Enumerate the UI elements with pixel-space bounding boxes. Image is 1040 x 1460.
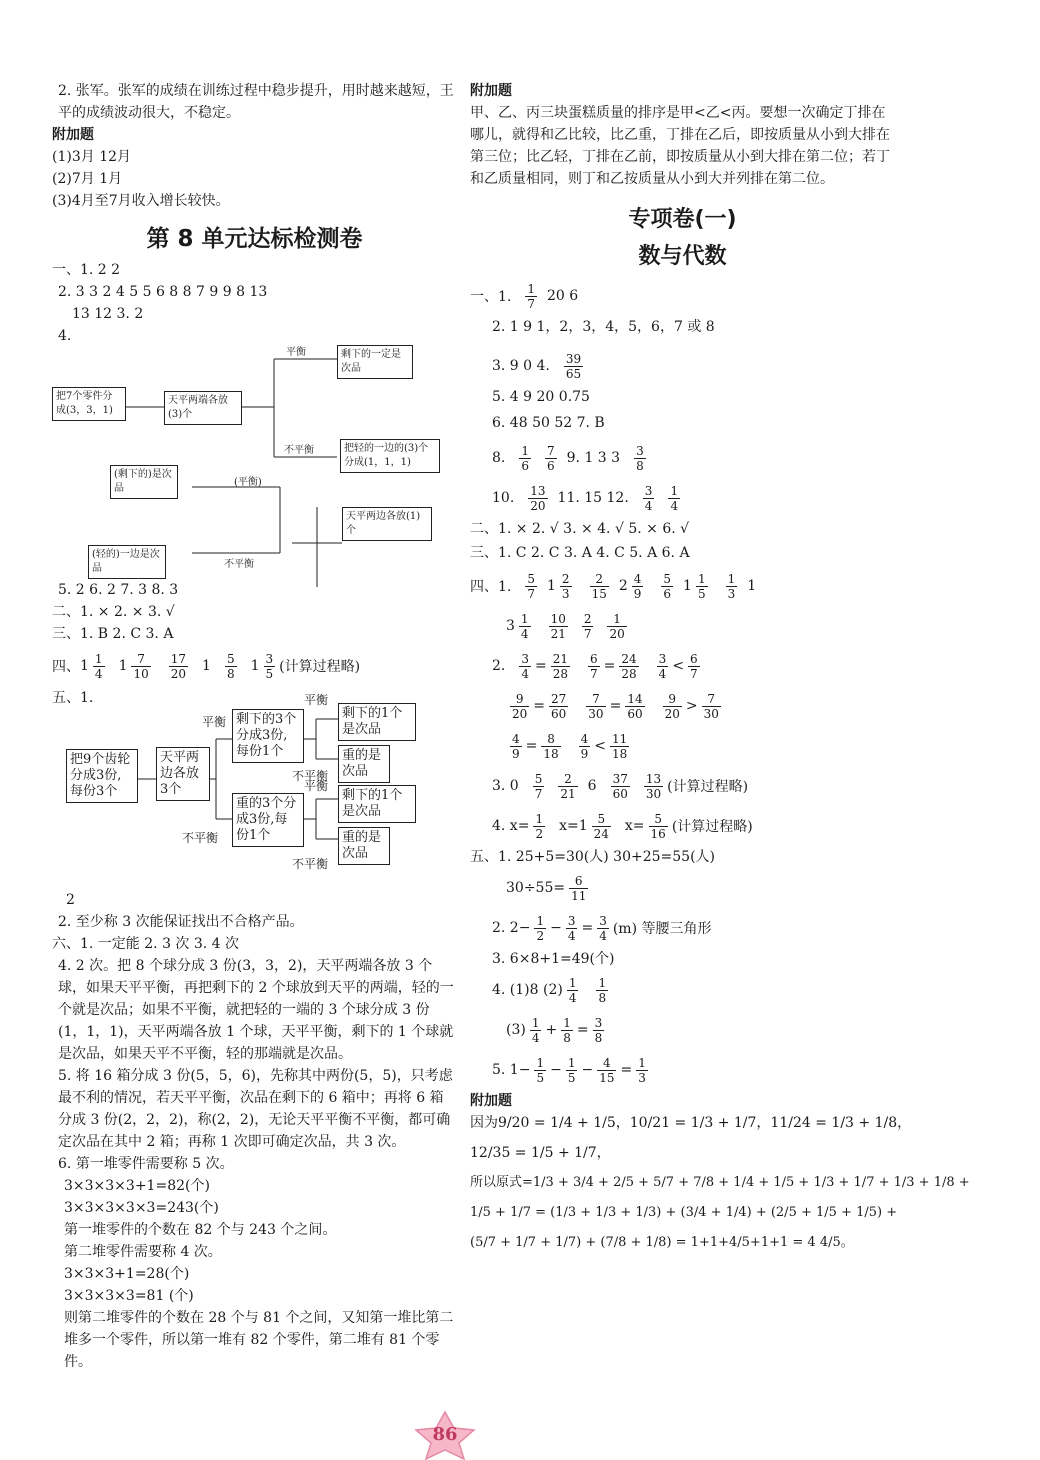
extra-line-1: (1)3月 12月 (52, 149, 132, 165)
w1: 五、1. 25+5=30(人) 30+25=55(人) (470, 849, 716, 865)
after-c4: 第二堆零件需要称 4 次。 (64, 1244, 222, 1260)
flow2-balance-b: 平衡 (304, 779, 329, 793)
flow2-heavy3a: 重的3个分成3份,每份1个 (232, 793, 304, 847)
s4-item-1: 1 $\frac{1}{4}$ (80, 651, 103, 681)
flow2-heavier-a: 重的是次品 (338, 745, 390, 783)
r5: 6. 48 50 52 7. B (492, 415, 605, 431)
j2: 二、1. × 2. √ 3. × 4. √ 5. × 6. √ (470, 521, 690, 537)
r2: 2. 1 9 1，2，3，4，5，6，7 或 8 (492, 319, 715, 335)
r3: 3. 9 0 4. $\frac{39}{65}$ (492, 351, 582, 381)
flow2-scale: 天平两边各放3个 (156, 747, 210, 801)
flow1-light-defect: (轻的)一边是次品 (88, 545, 166, 579)
flow2-unbalance-a: 不平衡 (292, 769, 329, 783)
r7: 10. $\frac{13}{20}$ 11. 15 12. $\frac{3}{4}$ $\frac{1}{4}$ (492, 483, 679, 513)
after-c5: 3×3×3+1=28(个) (64, 1266, 190, 1282)
after-c1: 3×3×3×3+1=82(个) (64, 1178, 210, 1194)
s4-item-3: $\frac{17}{20}$ (170, 651, 187, 681)
after-c7: 则第二堆零件的个数在 28 个与 81 个之间，又知第一堆比第二堆多一个零件，所以第一堆有 82 个零件，第二堆有 81 个零件。 (64, 1310, 454, 1370)
q4x-row: 4. x= $\frac{1}{2}$ x=1 $\frac{5}{24}$ x= $\frac{5}{16}$ (计算过程略) (492, 811, 753, 841)
s4-row (52, 645, 457, 687)
eq4-line: 1/5 + 1/7 = (1/3 + 1/3 + 1/3) + (3/4 + 1/4) + (2/5 + 1/5 + 1/5) + (470, 1205, 898, 1220)
flow2-balance-a: 平衡 (304, 693, 329, 707)
w4: 4. (1)8 (2) $\frac{1}{4}$ $\frac{1}{8}$ (492, 975, 607, 1005)
eq5-line: (5/7 + 1/7 + 1/7) + (7/8 + 1/8) = 1+1+4/5+1+1 = 4 4/5。 (470, 1235, 854, 1250)
flow2-start: 把9个齿轮分成3份,每份3个 (66, 749, 138, 803)
answer-q2: 2. 张军。张军的成绩在训练过程中稳步提升，用时越来越短，王平的成绩波动很大，不稳定。 (58, 83, 454, 121)
page-number-badge (410, 1410, 480, 1460)
flowchart-1 (52, 347, 457, 587)
s1-line3: 13 12 3. 2 (72, 306, 144, 322)
eq2-line: 12/35 = 1/5 + 1/7， (470, 1145, 611, 1161)
flow1-balance2: (平衡) (234, 477, 262, 488)
because-line: 因为9/20 = 1/4 + 1/5，10/21 = 1/3 + 1/7，11/24 = 1/3 + 1/8， (470, 1115, 912, 1131)
s4-row1: 四、1. $\frac{5}{7}$ 1 $\frac{2}{3}$ $\frac{2}{15}$ 2 $\frac{4}{9}$ $\frac{5}{6}$ 1 $\frac{1}{5}$ $\frac{1}{3}$ 1 (470, 571, 757, 601)
s1-line4: 4. (58, 328, 72, 344)
w5: 5. 1− $\frac{1}{5}$ − $\frac{1}{5}$ − $\frac{4}{15}$ = $\frac{1}{3}$ (492, 1055, 646, 1085)
flow1-unbalance: 不平衡 (284, 445, 314, 456)
flow1-scale2: 天平两边各放(1)个 (342, 507, 432, 541)
s1-line1: 一、1. 2 2 (52, 262, 121, 278)
flow1-balance: 平衡 (286, 347, 306, 358)
flow1-remain2: (剩下的)是次品 (110, 465, 178, 499)
w2: 2. 2− $\frac{1}{2}$ − $\frac{3}{4}$ = $\frac{3}{4}$ (m) 等腰三角形 (492, 913, 712, 943)
special-title: 专项卷(一) (628, 207, 737, 232)
cmp-row3: $\frac{4}{9}$ = $\frac{8}{18}$ $\frac{4}{9}$ < $\frac{11}{18}$ (512, 731, 628, 761)
flow2-unbalance: 不平衡 (182, 831, 219, 845)
q3-row: 3. 0 $\frac{5}{7}$ $\frac{2}{21}$ 6 $\frac{37}{60}$ $\frac{13}{30}$ (计算过程略) (492, 771, 749, 801)
w3: 3. 6×8+1=49(个) (492, 951, 615, 967)
special-subtitle: 数与代数 (638, 244, 727, 269)
s4-row2: 3 $\frac{1}{4}$ $\frac{10}{21}$ $\frac{2}{7}$ $\frac{1}{20}$ (506, 611, 625, 641)
s4-item-2: 1 $\frac{7}{10}$ (118, 651, 149, 681)
s4-item-5: $\frac{5}{8}$ (226, 651, 235, 681)
after-q4: 4. 2 次。把 8 个球分成 3 份(3，3，2)，天平两端各放 3 个球，如果天平平衡，再把剩下的 2 个球放到天平的两端，轻的一个就是次品；如果不平衡，就把轻的一端的 3 个球分成 3 份(1，1，1)，天平两端各放 1 个球，天平平衡，剩下的 1 个球就是次品，如果天平不平衡，轻的那端就是次品。 (58, 958, 454, 1062)
extra-line-2: (2)7月 1月 (52, 171, 123, 187)
flow1-scale: 天平两端各放(3)个 (164, 391, 242, 425)
s3-line: 三、1. B 2. C 3. A (52, 626, 174, 642)
s2-line: 二、1. × 2. × 3. √ (52, 604, 175, 620)
s5-line: 5. 2 6. 2 7. 3 8. 3 (58, 582, 179, 598)
flow2-remain1a: 剩下的1个是次品 (338, 703, 416, 741)
flow1-remain-defect: 剩下的一定是次品 (337, 345, 413, 379)
after-q6: 6. 第一堆零件需要称 5 次。 (58, 1156, 234, 1172)
eq3-line: 所以原式=1/3 + 3/4 + 2/5 + 5/7 + 7/8 + 1/4 + 1/5 + 1/3 + 1/7 + 1/3 + 1/8 + (470, 1175, 970, 1190)
cmp-row2: $\frac{9}{20}$ = $\frac{27}{60}$ $\frac{7}{30}$ = $\frac{14}{60}$ $\frac{9}{20}$ > $\frac{7}{30}$ (512, 691, 719, 721)
page-number: 86 (432, 1424, 458, 1445)
flow1-unbalance2: 不平衡 (224, 559, 254, 570)
after-q2: 2. 至少称 3 次能保证找出不合格产品。 (58, 914, 304, 930)
s1-line2: 2. 3 3 2 4 5 5 6 8 8 7 9 9 8 13 (58, 284, 268, 300)
extra2-title: 附加题 (470, 1093, 512, 1109)
flow2-heavier-b: 重的是次品 (338, 827, 390, 865)
extra-title: 附加题 (52, 127, 94, 143)
after-p2: 2 (66, 892, 75, 908)
right-column (470, 80, 970, 1262)
after-q5: 5. 将 16 箱分成 3 份(5，5，6)，先称其中两份(5，5)，只考虑最不利的情况，若天平平衡，次品在剩下的 6 箱中；再将 6 箱分成 3 份(2，2，2)，称(2，2)，无论天平平衡不平衡，都可确定次品在其中 2 箱；再称 1 次即可确定次品，共 3 次。 (58, 1068, 453, 1150)
flow2-balance: 平衡 (202, 715, 227, 729)
extra-line-3: (3)4月至7月收入增长较快。 (52, 193, 230, 209)
flow1-split-light: 把轻的一边的(3)个分成(1，1，1) (340, 439, 440, 473)
r-extra-text: 甲、乙、丙三块蛋糕质量的排序是甲<乙<丙。要想一次确定丁排在哪儿，就得和乙比较，比乙重，丁排在乙后，即按质量从小到大排在第三位；比乙轻，丁排在乙前，即按质量从小到大排在第二位；若丁和乙质量相同，则丁和乙按质量从小到大并列排在第二位。 (470, 105, 890, 187)
flow2-rem3a: 剩下的3个分成3份,每份1个 (232, 709, 304, 763)
unit8-title: 第 8 单元达标检测卷 (146, 226, 363, 252)
s4-item-6: 1 $\frac{3}{5}$ (计算过程略) (250, 651, 361, 681)
after-c6: 3×3×3×3=81 (个) (64, 1288, 194, 1304)
r1: 一、1. $\frac{1}{7}$ 20 6 (470, 281, 579, 311)
flow2-remain1b: 剩下的1个是次品 (338, 785, 416, 823)
left-column (52, 80, 457, 1373)
flow1-start: 把7个零件分成(3，3，1) (52, 387, 126, 421)
s5b-line: 五、1. (52, 690, 94, 706)
cmp-row1: 2. $\frac{3}{4}$ = $\frac{21}{28}$ $\frac{6}{7}$ = $\frac{24}{28}$ $\frac{3}{4}$ < $\frac{6}{7}$ (492, 651, 698, 681)
after-c2: 3×3×3×3×3=243(个) (64, 1200, 219, 1216)
w4b: (3) $\frac{1}{4}$ + $\frac{1}{8}$ = $\frac{3}{8}$ (506, 1015, 603, 1045)
r-extra-title: 附加题 (470, 83, 512, 99)
r6: 8. $\frac{1}{6}$ $\frac{7}{6}$ 9. 1 3 3 $\frac{3}{8}$ (492, 443, 644, 473)
r4: 5. 4 9 20 0.75 (492, 389, 590, 405)
s4-prefix: 四、 (52, 659, 80, 675)
after-s6: 六、1. 一定能 2. 3 次 3. 4 次 (52, 936, 240, 952)
w1b: 30÷55= $\frac{6}{11}$ (506, 873, 587, 903)
s4-item-4: 1 (202, 658, 211, 674)
j3: 三、1. C 2. C 3. A 4. C 5. A 6. A (470, 545, 690, 561)
flow2-unbalance-b: 不平衡 (292, 857, 329, 871)
after-c3: 第一堆零件的个数在 82 个与 243 个之间。 (64, 1222, 337, 1238)
